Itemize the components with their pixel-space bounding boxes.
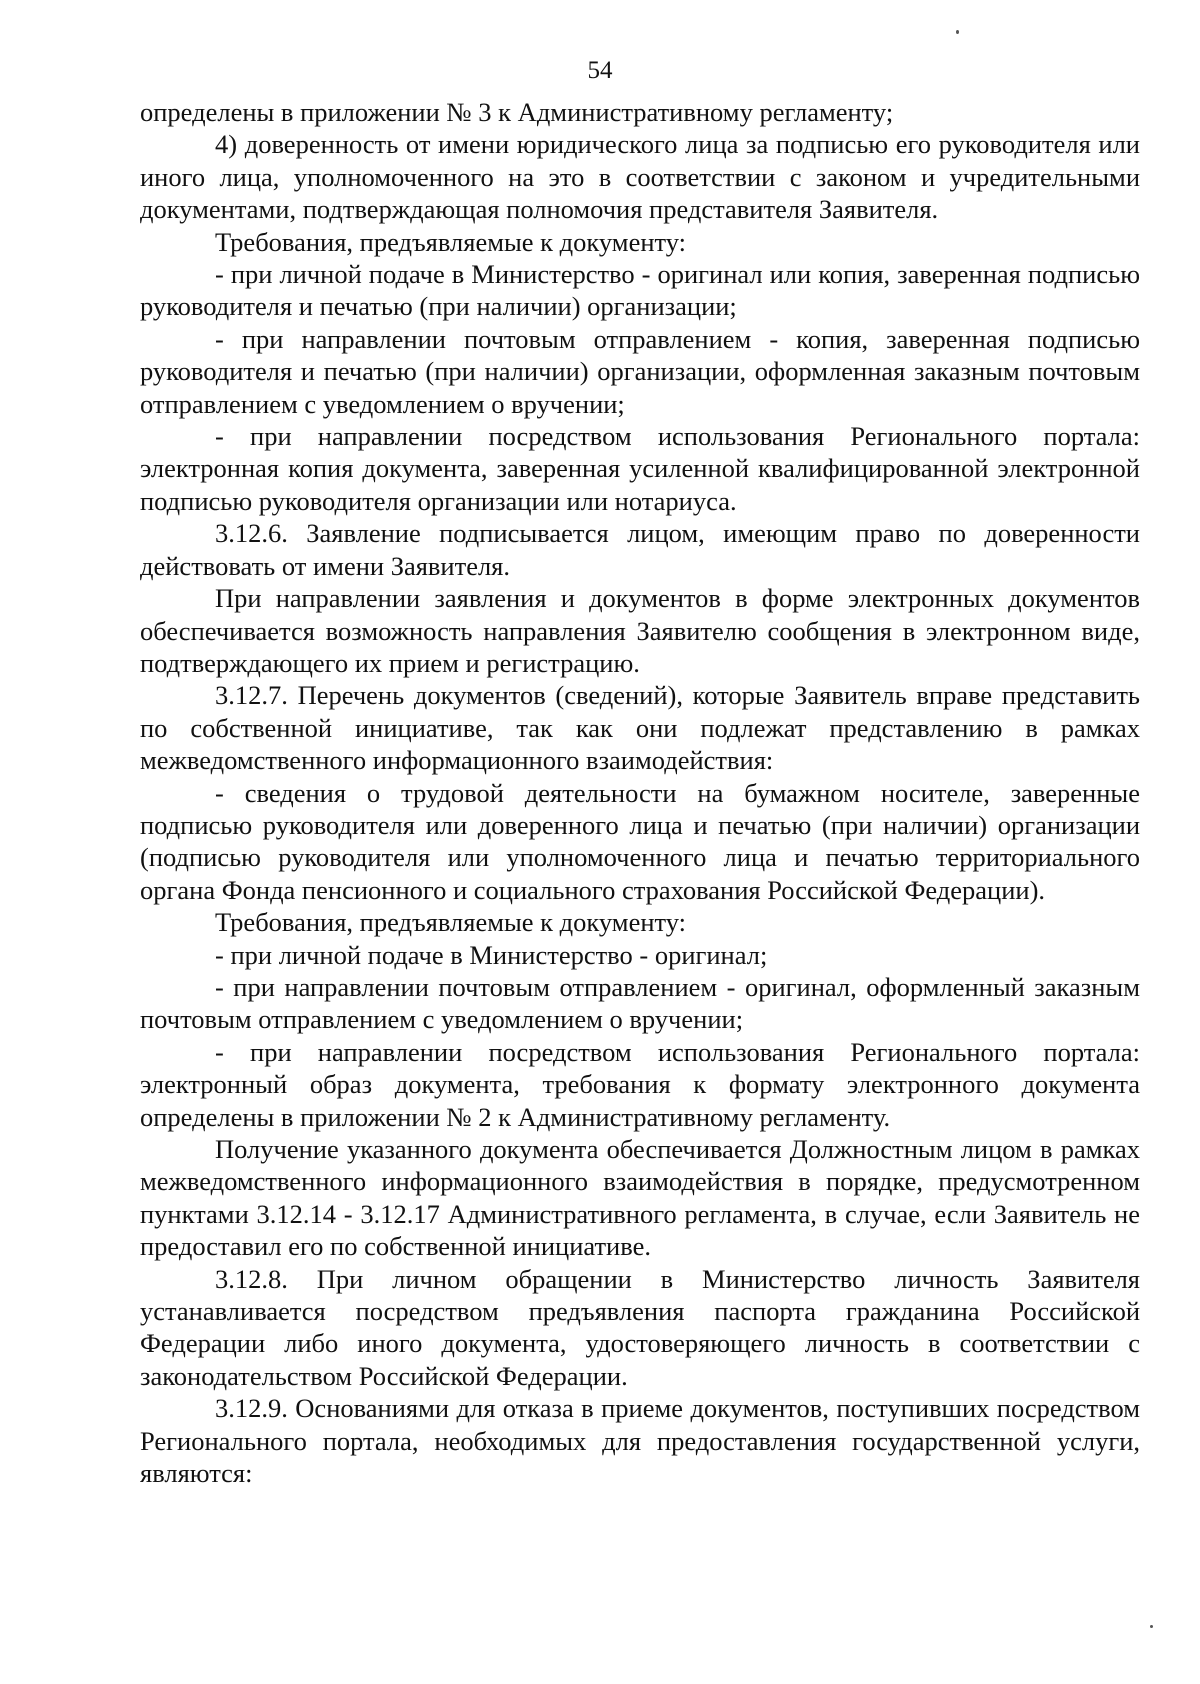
body-text — [140, 96, 1140, 1489]
paragraph-requirements-heading: Требования, предъявляемые к документу: — [215, 226, 687, 257]
scan-speck — [956, 30, 959, 34]
paragraph-postal-original: - при направлении почтовым отправлением - оригинал, оформленный заказным почтовым отправлением с уведомлением о вручении; — [140, 971, 1140, 1035]
paragraph-portal-requirement: - при направлении посредством использования Регионального портала: электронная копия документа, заверенная усиленной квалифицированной электронной подписью руководителя организации или нотариуса. — [140, 421, 1140, 516]
paragraph-3-12-9: 3.12.9. Основаниями для отказа в приеме документов, поступивших посредством Регионального портала, необходимых для предоставления государственной услуги, являются: — [140, 1393, 1140, 1489]
paragraph-annex-3-reference: определены в приложении № 3 к Административному регламенту; — [140, 97, 894, 127]
paragraph-postal-requirement: - при направлении почтовым отправлением - копия, заверенная подписью руководителя и печатью (при наличии) организации, оформленная заказным почтовым отправлением с уведомлением о вручении; — [140, 323, 1140, 419]
paragraph-3-12-6: 3.12.6. Заявление подписывается лицом, имеющим право по доверенности действовать от имени Заявителя. — [140, 518, 1140, 581]
paragraph-3-12-7: 3.12.7. Перечень документов (сведений), которые Заявитель вправе представить по собственной инициативе, так как они подлежат представлению в рамках межведомственного информационного взаимодействия: — [140, 680, 1140, 776]
paragraph-interagency-request: Получение указанного документа обеспечивается Должностным лицом в рамках межведомственного информационного взаимодействия в порядке, предусмотренном пунктами 3.12.14 - 3.12.17 Административного регламента, в случае, если Заявитель не предоставил его по собственной инициативе. — [140, 1134, 1140, 1262]
paragraph-power-of-attorney: 4) доверенность от имени юридического лица за подписью его руководителя или иного лица, уполномоченного на это в соответствии с законом и учредительными документами, подтверждающая полномочия представителя Заявителя. — [140, 129, 1140, 225]
paragraph-in-person-original: - при личной подаче в Министерство - оригинал; — [215, 939, 768, 970]
paragraph-requirements-heading-2: Требования, предъявляемые к документу: — [215, 907, 687, 938]
paragraph-employment-records: - сведения о трудовой деятельности на бумажном носителе, заверенные подписью руководителя или доверенного лица и печатью (при наличии) организации (подписью руководителя или уполномоченного лица и печатью территориального органа Фонда пенсионного и социального страхования Российской Федерации). — [140, 777, 1140, 905]
scan-speck — [1150, 1625, 1153, 1628]
paragraph-portal-electronic-image: - при направлении посредством использования Регионального портала: электронный образ документа, требования к формату электронного документа определены в приложении № 2 к Административному регламенту. — [140, 1036, 1140, 1132]
paragraph-electronic-confirmation: При направлении заявления и документов в форме электронных документов обеспечивается возможность направления Заявителю сообщения в электронном виде, подтверждающего их прием и регистрацию. — [140, 583, 1140, 678]
paragraph-in-person-requirement: - при личной подаче в Министерство - оригинал или копия, заверенная подписью руководителя и печатью (при наличии) организации; — [140, 259, 1140, 322]
page-number: 54 — [587, 57, 613, 84]
paragraph-3-12-8: 3.12.8. При личном обращении в Министерство личность Заявителя устанавливается посредством предъявления паспорта гражданина Российской Федерации либо иного документа, удостоверяющего личность в соответствии с законодательством Российской Федерации. — [140, 1263, 1140, 1391]
